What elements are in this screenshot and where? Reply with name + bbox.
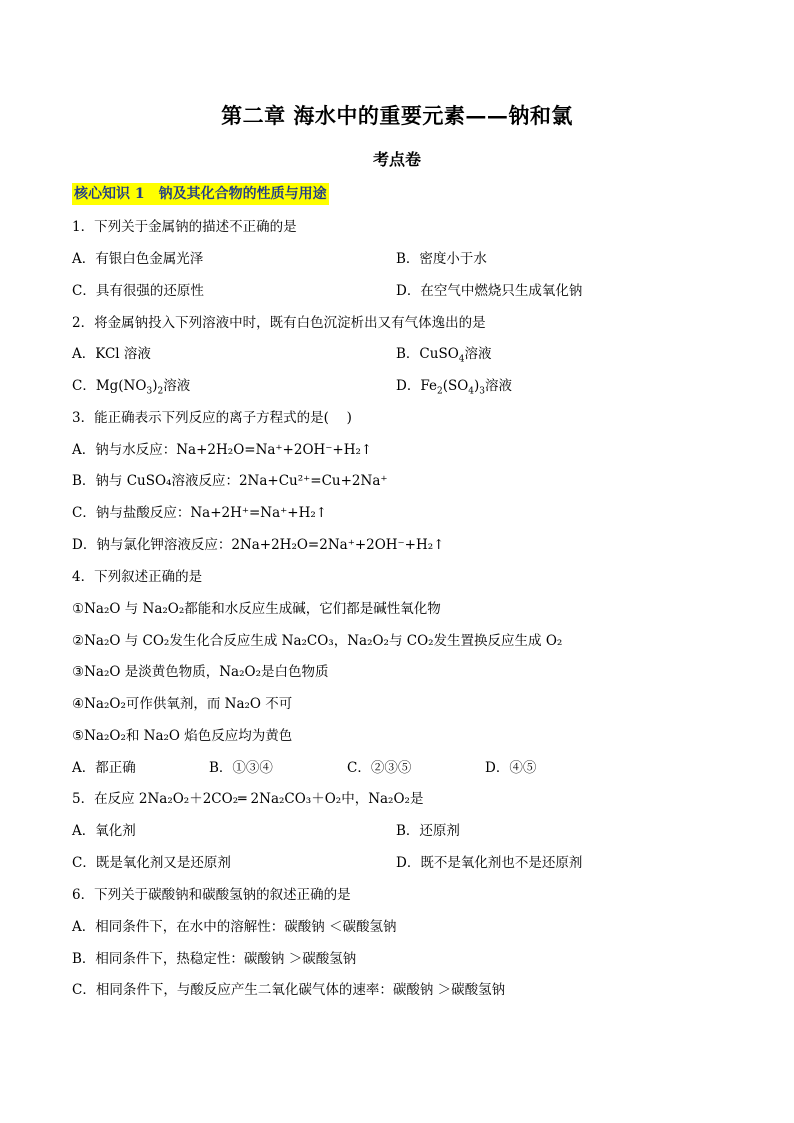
page-title: 第二章 海水中的重要元素——钠和氯 xyxy=(221,103,573,128)
section-heading: 核心知识 1 钠及其化合物的性质与用途 xyxy=(72,183,329,205)
q2-stem: 2．将金属钠投入下列溶液中时，既有白色沉淀析出又有气体逸出的是 xyxy=(72,315,486,331)
q4-stem: 4．下列叙述正确的是 xyxy=(72,569,203,585)
q4-option-b: B．①③④ xyxy=(209,760,273,776)
q2-option-c: C．$Mg(NO_3)_2$溶液 xyxy=(72,378,191,397)
q1-option-d: D．在空气中燃烧只生成氧化钠 xyxy=(396,283,583,299)
q5-option-b: B．还原剂 xyxy=(396,823,460,839)
q4-option-d: D．④⑤ xyxy=(485,760,537,776)
q6-option-b: B．相同条件下，热稳定性：碳酸钠 ＞碳酸氢钠 xyxy=(72,951,357,967)
q4-statement-2: ②Na₂O 与 CO₂发生化合反应生成 Na₂CO₃，Na₂O₂与 CO₂发生置换反应生成 O₂ xyxy=(72,633,563,649)
q5-option-a: A．氧化剂 xyxy=(72,823,136,839)
q3-option-a: A．钠与水反应：Na+2H₂O=Na⁺+2OH⁻+H₂↑ xyxy=(72,442,373,458)
q4-option-a: A．都正确 xyxy=(72,760,136,776)
q4-statement-5: ⑤Na₂O₂和 Na₂O 焰色反应均为黄色 xyxy=(72,728,293,744)
q1-option-b: B．密度小于水 xyxy=(396,251,487,267)
q4-statement-3: ③Na₂O 是淡黄色物质，Na₂O₂是白色物质 xyxy=(72,664,329,680)
q2-option-a: A．KCl 溶液 xyxy=(72,346,151,362)
q4-statement-4: ④Na₂O₂可作供氧剂，而 Na₂O 不可 xyxy=(72,696,293,712)
q5-stem: 5．在反应 2Na₂O₂＋2CO₂═ 2Na₂CO₃＋O₂中，Na₂O₂是 xyxy=(72,791,424,807)
q2-option-d: D．$Fe_2(SO_4)_3$溶液 xyxy=(396,378,513,397)
page-subtitle: 考点卷 xyxy=(372,150,421,169)
q4-statement-1: ①Na₂O 与 Na₂O₂都能和水反应生成碱，它们都是碱性氧化物 xyxy=(72,601,441,617)
q6-stem: 6．下列关于碳酸钠和碳酸氢钠的叙述正确的是 xyxy=(72,887,351,903)
q3-stem: 3．能正确表示下列反应的离子方程式的是( ) xyxy=(72,410,352,426)
q3-option-b: B．钠与 CuSO₄溶液反应：2Na+Cu²⁺=Cu+2Na⁺ xyxy=(72,473,388,489)
q4-option-c: C．②③⑤ xyxy=(347,760,412,776)
q5-option-d: D．既不是氧化剂也不是还原剂 xyxy=(396,855,583,871)
q5-option-c: C．既是氧化剂又是还原剂 xyxy=(72,855,231,871)
q2-option-b: B．CuSO$_4$溶液 xyxy=(396,346,492,365)
q6-option-c: C．相同条件下，与酸反应产生二氧化碳气体的速率：碳酸钠 ＞碳酸氢钠 xyxy=(72,982,506,998)
q1-stem: 1．下列关于金属钠的描述不正确的是 xyxy=(72,219,297,235)
q3-option-d: D．钠与氯化钾溶液反应：2Na+2H₂O=2Na⁺+2OH⁻+H₂↑ xyxy=(72,537,445,553)
q6-option-a: A．相同条件下，在水中的溶解性：碳酸钠 ＜碳酸氢钠 xyxy=(72,919,397,935)
q3-option-c: C．钠与盐酸反应：Na+2H⁺=Na⁺+H₂↑ xyxy=(72,505,328,521)
q1-option-a: A．有银白色金属光泽 xyxy=(72,251,204,267)
q1-option-c: C．具有很强的还原性 xyxy=(72,283,204,299)
